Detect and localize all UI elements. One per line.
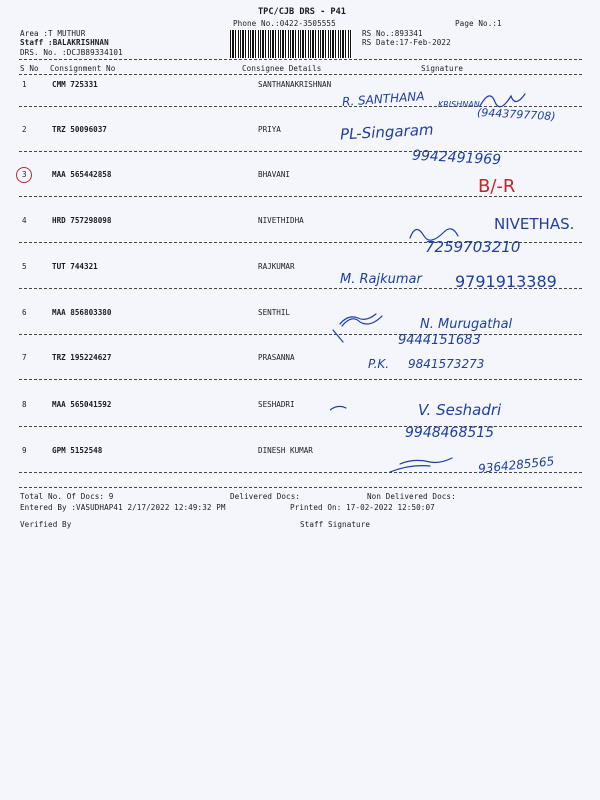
row-number: 6 [22, 308, 27, 317]
handwritten-name: N. Murugathal [420, 317, 513, 332]
signature-stroke [390, 466, 430, 472]
consignment-number: HRD 757298098 [52, 216, 112, 225]
handwritten-name: KRISHNAN [438, 100, 480, 109]
total-docs: Total No. Of Docs: 9 [20, 492, 114, 501]
consignee-name: DINESH KUMAR [258, 446, 313, 455]
handwritten-name: M. Rajkumar [340, 272, 422, 287]
circled-row-marker [16, 167, 32, 183]
handwritten-name: V. Seshadri [418, 401, 502, 419]
handwritten-name: PL-Singaram [339, 120, 434, 144]
divider [19, 74, 582, 75]
handwritten-mark: B/-R [478, 176, 516, 197]
signature-stroke [330, 406, 346, 410]
area: Area :T MUTHUR [20, 29, 86, 38]
handwritten-name: NIVETHAS. [494, 215, 575, 233]
consignment-number: GPM 5152548 [52, 446, 103, 455]
row-number: 5 [22, 262, 27, 271]
consignment-number: TRZ 195224627 [52, 353, 112, 362]
phone-number: Phone No.:0422-3505555 [233, 19, 336, 28]
column-consignment: Consignment No [50, 64, 116, 73]
handwritten-phone: (9443797708) [476, 105, 556, 124]
handwritten-phone: 9948468515 [405, 425, 495, 441]
consignee-name: RAJKUMAR [258, 262, 295, 271]
row-number: 2 [22, 125, 27, 134]
page-number: Page No.:1 [455, 19, 502, 28]
rs-number: RS No.:893341 [362, 29, 423, 38]
handwritten-phone: 9364285565 [477, 454, 555, 476]
consignee-name: BHAVANI [258, 170, 291, 179]
handwritten-phone: 9942491969 [411, 147, 502, 169]
rs-date: RS Date:17-Feb-2022 [362, 38, 451, 47]
row-number: 8 [22, 400, 27, 409]
delivered-docs: Delivered Docs: [230, 492, 301, 501]
barcode [230, 30, 352, 58]
signature-stroke [333, 330, 343, 342]
consignment-number: MAA 565041592 [52, 400, 112, 409]
consignment-number: MAA 565442858 [52, 170, 112, 179]
consignee-name: SENTHIL [258, 308, 291, 317]
handwritten-phone: 9444151683 [398, 333, 481, 348]
row-number: 3 [22, 170, 27, 179]
handwritten-phone: 9841573273 [408, 357, 485, 371]
printed-on: Printed On: 17-02-2022 12:50:07 [290, 503, 435, 512]
consignment-number: MAA 856803380 [52, 308, 112, 317]
consignee-name: NIVETHIDHA [258, 216, 304, 225]
non-delivered-docs: Non Delivered Docs: [367, 492, 456, 501]
row-number: 4 [22, 216, 27, 225]
handwritten-phone: 9791913389 [455, 272, 557, 291]
verified-by: Verified By [20, 520, 72, 529]
signature-stroke [480, 94, 525, 107]
divider [19, 487, 582, 488]
signature-stroke [400, 458, 452, 464]
column-consignee: Consignee Details [242, 64, 322, 73]
row-number: 9 [22, 446, 27, 455]
column-sno: S No [20, 64, 39, 73]
consignment-number: CMM 725331 [52, 80, 98, 89]
consignee-name: SANTHANAKRISHNAN [258, 80, 332, 89]
signature-stroke [410, 229, 458, 240]
staff: Staff :BALAKRISHNAN [20, 38, 109, 47]
divider [19, 59, 582, 60]
signature-scribbles [330, 80, 580, 490]
consignment-number: TUT 744321 [52, 262, 98, 271]
column-signature: Signature [421, 64, 464, 73]
row-number: 7 [22, 353, 27, 362]
consignee-name: SESHADRI [258, 400, 295, 409]
document-title: TPC/CJB DRS - P41 [258, 7, 346, 17]
consignee-name: PRIYA [258, 125, 281, 134]
handwritten-phone: 7259703210 [425, 238, 521, 256]
row-number: 1 [22, 80, 27, 89]
entered-by: Entered By :VASUDHAP41 2/17/2022 12:49:32 PM [20, 503, 226, 512]
drs-number: DRS. No. :DCJB89334101 [20, 48, 123, 57]
consignment-number: TRZ 50096037 [52, 125, 107, 134]
handwritten-name: R. SANTHANA [341, 89, 425, 109]
handwritten-name: P.K. [368, 357, 390, 371]
staff-signature: Staff Signature [300, 520, 371, 529]
consignee-name: PRASANNA [258, 353, 295, 362]
